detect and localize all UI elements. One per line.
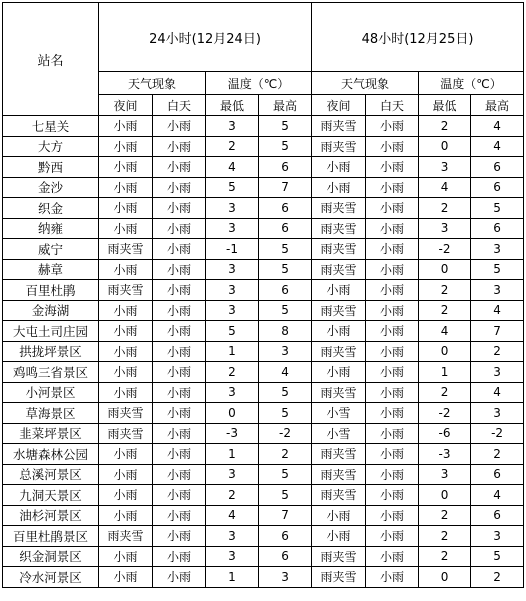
station-name-cell: 织金 xyxy=(3,198,99,219)
night-weather-24h-cell: 雨夹雪 xyxy=(99,526,153,547)
max-temp-24h-cell: 6 xyxy=(259,157,312,178)
station-name-cell: 草海景区 xyxy=(3,403,99,424)
min-temp-48h-cell: 0 xyxy=(419,259,471,280)
weather-header-48h: 天气现象 xyxy=(312,72,419,95)
table-row xyxy=(3,464,524,485)
min-temp-24h-cell: 3 xyxy=(206,464,259,485)
min-temp-24h-cell: 3 xyxy=(206,218,259,239)
max-temp-48h-cell: 2 xyxy=(471,341,524,362)
table-row xyxy=(3,177,524,198)
min-temp-24h-cell: 3 xyxy=(206,259,259,280)
day-weather-48h-cell: 小雨 xyxy=(366,157,419,178)
night-weather-48h-cell: 雨夹雪 xyxy=(312,464,366,485)
min-temp-48h-cell: 2 xyxy=(419,198,471,219)
night-weather-24h-cell: 雨夹雪 xyxy=(99,403,153,424)
station-name-cell: 金沙 xyxy=(3,177,99,198)
max-temp-24h-cell: 4 xyxy=(259,362,312,383)
night-weather-24h-cell: 小雨 xyxy=(99,198,153,219)
day-weather-48h-cell: 小雨 xyxy=(366,259,419,280)
forecast-table-wrapper xyxy=(2,2,524,588)
day-weather-48h-cell: 小雨 xyxy=(366,198,419,219)
min-temp-48h-cell: -2 xyxy=(419,403,471,424)
station-name-cell: 油杉河景区 xyxy=(3,505,99,526)
station-name-cell: 大屯土司庄园 xyxy=(3,321,99,342)
station-name-cell: 鸡鸣三省景区 xyxy=(3,362,99,383)
weather-header-24h: 天气现象 xyxy=(99,72,206,95)
max-temp-24h-cell: 5 xyxy=(259,136,312,157)
table-row xyxy=(3,423,524,444)
station-name-cell: 九洞天景区 xyxy=(3,485,99,506)
min-temp-48h-cell: -2 xyxy=(419,239,471,260)
temp-header-24h: 温度（℃） xyxy=(206,72,312,95)
max-temp-48h-cell: 5 xyxy=(471,259,524,280)
day-weather-48h-cell: 小雨 xyxy=(366,546,419,567)
day-weather-24h-cell: 小雨 xyxy=(153,218,206,239)
min-temp-24h-cell: 2 xyxy=(206,362,259,383)
day-weather-48h-cell: 小雨 xyxy=(366,280,419,301)
min-temp-48h-cell: 0 xyxy=(419,567,471,588)
table-row xyxy=(3,218,524,239)
max-temp-24h-cell: 5 xyxy=(259,116,312,137)
max-temp-48h-cell: 4 xyxy=(471,382,524,403)
station-name-cell: 大方 xyxy=(3,136,99,157)
night-header-24h: 夜间 xyxy=(99,95,153,116)
max-temp-48h-cell: 6 xyxy=(471,505,524,526)
day-weather-48h-cell: 小雨 xyxy=(366,382,419,403)
max-temp-48h-cell: 4 xyxy=(471,116,524,137)
min-temp-24h-cell: 0 xyxy=(206,403,259,424)
min-temp-24h-cell: -3 xyxy=(206,423,259,444)
night-weather-48h-cell: 小雨 xyxy=(312,157,366,178)
station-name-cell: 纳雍 xyxy=(3,218,99,239)
day-weather-24h-cell: 小雨 xyxy=(153,485,206,506)
table-row xyxy=(3,403,524,424)
min-temp-24h-cell: 3 xyxy=(206,526,259,547)
max-temp-24h-cell: 6 xyxy=(259,218,312,239)
day-weather-24h-cell: 小雨 xyxy=(153,464,206,485)
max-temp-24h-cell: 5 xyxy=(259,403,312,424)
max-temp-24h-cell: 5 xyxy=(259,239,312,260)
day-header-24h: 白天 xyxy=(153,95,206,116)
day-weather-24h-cell: 小雨 xyxy=(153,423,206,444)
night-weather-48h-cell: 小雨 xyxy=(312,526,366,547)
night-weather-24h-cell: 雨夹雪 xyxy=(99,239,153,260)
max-temp-48h-cell: 2 xyxy=(471,444,524,465)
min-temp-24h-cell: 2 xyxy=(206,136,259,157)
min-temp-24h-cell: 5 xyxy=(206,321,259,342)
table-row xyxy=(3,362,524,383)
min-temp-24h-cell: 3 xyxy=(206,546,259,567)
night-weather-24h-cell: 小雨 xyxy=(99,259,153,280)
day-weather-24h-cell: 小雨 xyxy=(153,259,206,280)
station-name-cell: 总溪河景区 xyxy=(3,464,99,485)
day-weather-24h-cell: 小雨 xyxy=(153,239,206,260)
night-weather-24h-cell: 小雨 xyxy=(99,464,153,485)
max-temp-24h-cell: 6 xyxy=(259,198,312,219)
min-temp-24h-cell: 4 xyxy=(206,505,259,526)
min-temp-48h-cell: 4 xyxy=(419,321,471,342)
day-weather-48h-cell: 小雨 xyxy=(366,485,419,506)
day-weather-24h-cell: 小雨 xyxy=(153,116,206,137)
day-weather-48h-cell: 小雨 xyxy=(366,403,419,424)
table-body xyxy=(3,116,524,588)
min-temp-48h-cell: 2 xyxy=(419,546,471,567)
night-weather-24h-cell: 雨夹雪 xyxy=(99,423,153,444)
night-weather-24h-cell: 小雨 xyxy=(99,218,153,239)
max-temp-48h-cell: 5 xyxy=(471,198,524,219)
max-temp-48h-cell: 6 xyxy=(471,218,524,239)
night-weather-48h-cell: 小雪 xyxy=(312,403,366,424)
day-weather-48h-cell: 小雨 xyxy=(366,423,419,444)
min-temp-24h-cell: 5 xyxy=(206,177,259,198)
min-temp-48h-cell: 4 xyxy=(419,177,471,198)
max-header-48h: 最高 xyxy=(471,95,524,116)
night-weather-24h-cell: 小雨 xyxy=(99,157,153,178)
day-weather-48h-cell: 小雨 xyxy=(366,116,419,137)
station-name-cell: 金海湖 xyxy=(3,300,99,321)
station-name-cell: 小河景区 xyxy=(3,382,99,403)
night-weather-48h-cell: 雨夹雪 xyxy=(312,341,366,362)
min-temp-24h-cell: 3 xyxy=(206,116,259,137)
day-weather-24h-cell: 小雨 xyxy=(153,300,206,321)
min-temp-48h-cell: 3 xyxy=(419,157,471,178)
table-row xyxy=(3,526,524,547)
min-temp-48h-cell: 1 xyxy=(419,362,471,383)
night-weather-24h-cell: 雨夹雪 xyxy=(99,280,153,301)
table-header xyxy=(3,3,524,116)
table-row xyxy=(3,259,524,280)
night-weather-48h-cell: 小雨 xyxy=(312,177,366,198)
max-temp-48h-cell: 3 xyxy=(471,526,524,547)
day-weather-48h-cell: 小雨 xyxy=(366,341,419,362)
day-weather-24h-cell: 小雨 xyxy=(153,321,206,342)
station-name-cell: 七星关 xyxy=(3,116,99,137)
day-weather-48h-cell: 小雨 xyxy=(366,567,419,588)
min-temp-48h-cell: 0 xyxy=(419,485,471,506)
day-weather-48h-cell: 小雨 xyxy=(366,464,419,485)
night-weather-24h-cell: 小雨 xyxy=(99,300,153,321)
max-temp-48h-cell: 7 xyxy=(471,321,524,342)
day-weather-48h-cell: 小雨 xyxy=(366,300,419,321)
period-24h-header: 24小时(12月24日) xyxy=(99,3,312,72)
day-weather-48h-cell: 小雨 xyxy=(366,444,419,465)
station-name-cell: 百里杜鹃 xyxy=(3,280,99,301)
max-temp-48h-cell: 3 xyxy=(471,362,524,383)
period-48h-header: 48小时(12月25日) xyxy=(312,3,524,72)
min-temp-48h-cell: 2 xyxy=(419,505,471,526)
max-temp-24h-cell: 8 xyxy=(259,321,312,342)
station-name-cell: 水塘森林公园 xyxy=(3,444,99,465)
max-temp-24h-cell: 5 xyxy=(259,300,312,321)
max-temp-24h-cell: 5 xyxy=(259,464,312,485)
min-temp-24h-cell: 3 xyxy=(206,300,259,321)
day-weather-24h-cell: 小雨 xyxy=(153,362,206,383)
max-temp-24h-cell: 6 xyxy=(259,526,312,547)
max-temp-48h-cell: 5 xyxy=(471,546,524,567)
day-weather-24h-cell: 小雨 xyxy=(153,505,206,526)
station-name-cell: 冷水河景区 xyxy=(3,567,99,588)
day-weather-24h-cell: 小雨 xyxy=(153,198,206,219)
min-temp-24h-cell: 1 xyxy=(206,341,259,362)
day-weather-24h-cell: 小雨 xyxy=(153,177,206,198)
max-temp-48h-cell: 6 xyxy=(471,464,524,485)
night-weather-24h-cell: 小雨 xyxy=(99,444,153,465)
night-weather-48h-cell: 小雨 xyxy=(312,321,366,342)
table-row xyxy=(3,239,524,260)
min-temp-24h-cell: 3 xyxy=(206,382,259,403)
min-temp-48h-cell: 2 xyxy=(419,382,471,403)
table-row xyxy=(3,546,524,567)
min-temp-24h-cell: 3 xyxy=(206,280,259,301)
day-weather-24h-cell: 小雨 xyxy=(153,403,206,424)
day-weather-48h-cell: 小雨 xyxy=(366,526,419,547)
night-weather-24h-cell: 小雨 xyxy=(99,321,153,342)
night-weather-48h-cell: 雨夹雪 xyxy=(312,485,366,506)
max-temp-48h-cell: -2 xyxy=(471,423,524,444)
night-weather-24h-cell: 小雨 xyxy=(99,505,153,526)
min-temp-48h-cell: 3 xyxy=(419,218,471,239)
min-temp-48h-cell: 2 xyxy=(419,280,471,301)
table-row xyxy=(3,300,524,321)
max-temp-24h-cell: 7 xyxy=(259,505,312,526)
max-temp-48h-cell: 3 xyxy=(471,239,524,260)
max-temp-24h-cell: 5 xyxy=(259,485,312,506)
night-weather-24h-cell: 小雨 xyxy=(99,382,153,403)
min-temp-48h-cell: 2 xyxy=(419,116,471,137)
min-temp-24h-cell: 2 xyxy=(206,485,259,506)
table-row xyxy=(3,444,524,465)
min-temp-48h-cell: -3 xyxy=(419,444,471,465)
min-temp-48h-cell: 0 xyxy=(419,341,471,362)
min-temp-24h-cell: -1 xyxy=(206,239,259,260)
weather-forecast-table xyxy=(2,2,524,588)
night-weather-48h-cell: 雨夹雪 xyxy=(312,444,366,465)
max-temp-48h-cell: 4 xyxy=(471,136,524,157)
day-weather-24h-cell: 小雨 xyxy=(153,444,206,465)
min-temp-24h-cell: 4 xyxy=(206,157,259,178)
station-name-cell: 织金洞景区 xyxy=(3,546,99,567)
station-name-cell: 韭菜坪景区 xyxy=(3,423,99,444)
day-weather-48h-cell: 小雨 xyxy=(366,362,419,383)
min-temp-48h-cell: 2 xyxy=(419,526,471,547)
max-temp-24h-cell: 5 xyxy=(259,259,312,280)
night-weather-24h-cell: 小雨 xyxy=(99,362,153,383)
night-weather-24h-cell: 小雨 xyxy=(99,341,153,362)
night-weather-24h-cell: 小雨 xyxy=(99,567,153,588)
night-header-48h: 夜间 xyxy=(312,95,366,116)
max-temp-48h-cell: 6 xyxy=(471,157,524,178)
station-name-cell: 赫章 xyxy=(3,259,99,280)
day-weather-48h-cell: 小雨 xyxy=(366,505,419,526)
max-temp-24h-cell: -2 xyxy=(259,423,312,444)
night-weather-24h-cell: 小雨 xyxy=(99,546,153,567)
station-name-cell: 威宁 xyxy=(3,239,99,260)
table-row xyxy=(3,505,524,526)
night-weather-48h-cell: 雨夹雪 xyxy=(312,546,366,567)
table-row xyxy=(3,280,524,301)
day-weather-24h-cell: 小雨 xyxy=(153,382,206,403)
max-temp-48h-cell: 3 xyxy=(471,403,524,424)
min-temp-24h-cell: 1 xyxy=(206,444,259,465)
station-name-cell: 黔西 xyxy=(3,157,99,178)
day-weather-24h-cell: 小雨 xyxy=(153,546,206,567)
day-weather-48h-cell: 小雨 xyxy=(366,321,419,342)
table-row xyxy=(3,198,524,219)
min-temp-24h-cell: 3 xyxy=(206,198,259,219)
table-row xyxy=(3,157,524,178)
min-temp-48h-cell: 0 xyxy=(419,136,471,157)
station-name-cell: 百里杜鹃景区 xyxy=(3,526,99,547)
night-weather-48h-cell: 雨夹雪 xyxy=(312,198,366,219)
min-header-48h: 最低 xyxy=(419,95,471,116)
night-weather-48h-cell: 雨夹雪 xyxy=(312,116,366,137)
night-weather-48h-cell: 雨夹雪 xyxy=(312,567,366,588)
day-weather-24h-cell: 小雨 xyxy=(153,567,206,588)
day-weather-24h-cell: 小雨 xyxy=(153,157,206,178)
station-name-cell: 拱拢坪景区 xyxy=(3,341,99,362)
table-row xyxy=(3,485,524,506)
max-temp-24h-cell: 2 xyxy=(259,444,312,465)
station-name-header: 站名 xyxy=(3,3,99,116)
max-temp-48h-cell: 4 xyxy=(471,300,524,321)
night-weather-48h-cell: 小雨 xyxy=(312,505,366,526)
day-weather-48h-cell: 小雨 xyxy=(366,177,419,198)
max-temp-24h-cell: 5 xyxy=(259,382,312,403)
day-header-48h: 白天 xyxy=(366,95,419,116)
night-weather-48h-cell: 小雪 xyxy=(312,423,366,444)
max-header-24h: 最高 xyxy=(259,95,312,116)
night-weather-48h-cell: 雨夹雪 xyxy=(312,218,366,239)
day-weather-24h-cell: 小雨 xyxy=(153,341,206,362)
night-weather-48h-cell: 雨夹雪 xyxy=(312,259,366,280)
day-weather-48h-cell: 小雨 xyxy=(366,239,419,260)
min-temp-24h-cell: 1 xyxy=(206,567,259,588)
max-temp-48h-cell: 4 xyxy=(471,485,524,506)
night-weather-48h-cell: 雨夹雪 xyxy=(312,136,366,157)
day-weather-24h-cell: 小雨 xyxy=(153,136,206,157)
night-weather-48h-cell: 小雨 xyxy=(312,362,366,383)
day-weather-48h-cell: 小雨 xyxy=(366,218,419,239)
day-weather-24h-cell: 小雨 xyxy=(153,280,206,301)
min-temp-48h-cell: -6 xyxy=(419,423,471,444)
table-row xyxy=(3,341,524,362)
night-weather-24h-cell: 小雨 xyxy=(99,116,153,137)
max-temp-48h-cell: 3 xyxy=(471,280,524,301)
night-weather-48h-cell: 雨夹雪 xyxy=(312,239,366,260)
table-row xyxy=(3,136,524,157)
min-header-24h: 最低 xyxy=(206,95,259,116)
max-temp-24h-cell: 7 xyxy=(259,177,312,198)
max-temp-24h-cell: 3 xyxy=(259,341,312,362)
day-weather-48h-cell: 小雨 xyxy=(366,136,419,157)
night-weather-24h-cell: 小雨 xyxy=(99,177,153,198)
table-row xyxy=(3,382,524,403)
night-weather-48h-cell: 雨夹雪 xyxy=(312,300,366,321)
table-row xyxy=(3,116,524,137)
night-weather-48h-cell: 小雨 xyxy=(312,280,366,301)
max-temp-24h-cell: 3 xyxy=(259,567,312,588)
table-row xyxy=(3,321,524,342)
night-weather-48h-cell: 雨夹雪 xyxy=(312,382,366,403)
temp-header-48h: 温度（℃） xyxy=(419,72,524,95)
max-temp-48h-cell: 2 xyxy=(471,567,524,588)
max-temp-48h-cell: 6 xyxy=(471,177,524,198)
night-weather-24h-cell: 小雨 xyxy=(99,136,153,157)
day-weather-24h-cell: 小雨 xyxy=(153,526,206,547)
min-temp-48h-cell: 2 xyxy=(419,300,471,321)
max-temp-24h-cell: 6 xyxy=(259,546,312,567)
night-weather-24h-cell: 小雨 xyxy=(99,485,153,506)
max-temp-24h-cell: 6 xyxy=(259,280,312,301)
min-temp-48h-cell: 3 xyxy=(419,464,471,485)
table-row xyxy=(3,567,524,588)
